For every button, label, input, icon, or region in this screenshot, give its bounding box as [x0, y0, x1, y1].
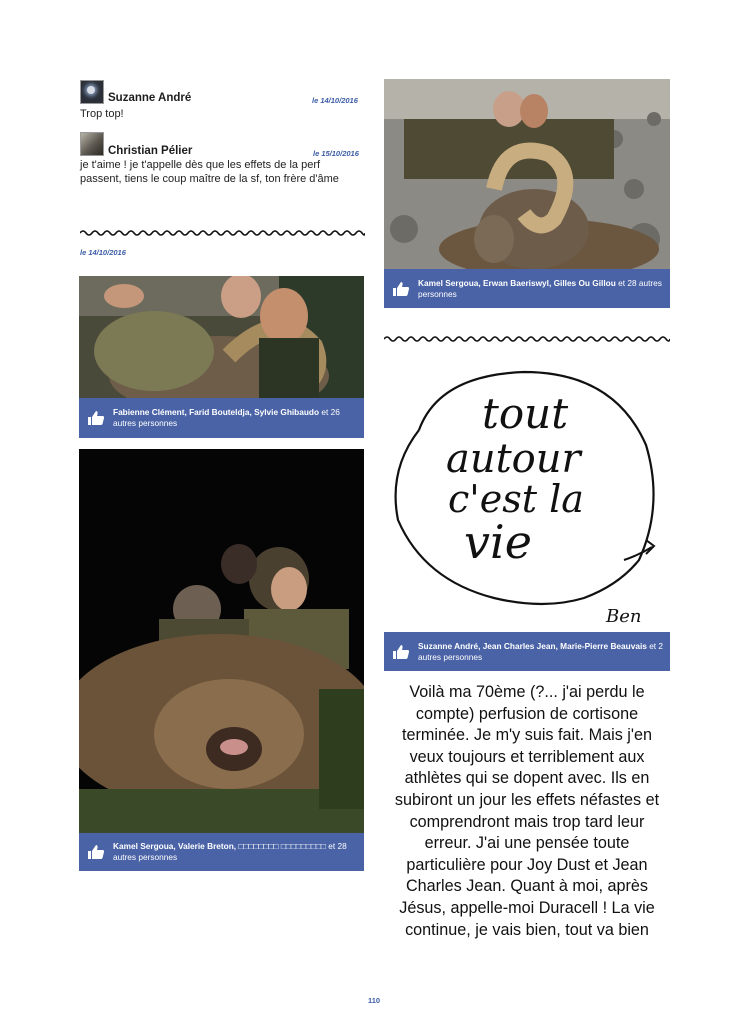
thumbs-up-icon[interactable]	[392, 281, 410, 297]
drawing-line-2: autour	[446, 436, 581, 482]
divider-wave	[80, 229, 365, 237]
likes-count[interactable]: et 28 autres personnes	[418, 277, 662, 299]
drawing-line-1: tout	[482, 389, 569, 438]
divider-wave	[384, 335, 670, 343]
liker-names[interactable]: Suzanne André, Jean Charles Jean, Marie-Pierre Beauvais	[418, 640, 647, 651]
bear-photo-image	[79, 449, 364, 833]
liker-names[interactable]: Kamel Sergoua, Erwan Baeriswyl, Gilles Ou Gillou	[418, 277, 616, 288]
drawing-line-4: vie	[464, 515, 532, 569]
likes-count[interactable]: et 2 autres personnes	[418, 640, 664, 662]
likes-count[interactable]: et 28 autres personnes	[113, 841, 347, 862]
likes-text	[113, 407, 358, 429]
thumbs-up-icon[interactable]	[392, 644, 410, 660]
page-number: 110	[367, 996, 381, 1005]
likes-count[interactable]: et 26 autres personnes	[113, 407, 340, 428]
handwritten-drawing	[384, 360, 670, 632]
likes-text	[418, 278, 664, 300]
ram-photo-image	[384, 79, 670, 269]
likes-bar[interactable]	[79, 398, 364, 438]
comment-text: Trop top!	[80, 108, 124, 120]
avatar[interactable]	[80, 80, 104, 104]
avatar[interactable]	[80, 132, 104, 156]
post-photo[interactable]	[79, 449, 364, 833]
comment-date: le 14/10/2016	[312, 96, 358, 105]
hunt-photo-image	[79, 276, 364, 398]
likes-bar[interactable]	[384, 269, 670, 308]
likes-text	[418, 641, 664, 663]
likes-text	[113, 841, 358, 863]
liker-names[interactable]: Fabienne Clément, Farid Bouteldja, Sylvie Ghibaudo	[113, 407, 320, 417]
thumbs-up-icon[interactable]	[87, 844, 105, 860]
comment-date: le 15/10/2016	[313, 149, 359, 158]
thumbs-up-icon[interactable]	[87, 410, 105, 426]
post-drawing[interactable]	[384, 360, 670, 632]
drawing-signature: Ben	[606, 606, 642, 627]
post-date: le 14/10/2016	[80, 248, 126, 257]
liker-names[interactable]: Kamel Sergoua, Valerie Breton, □□□□□□□□ □□□□□□□□□	[113, 841, 326, 851]
post-photo[interactable]	[384, 79, 670, 269]
post-text: Voilà ma 70ème (?... j'ai perdu le compte) perfusion de cortisone terminée. Je m'y suis fait. Mais j'en veux toujours et terriblement aux athlètes qui se dopent avec. Ils en subiront un jour les effets néfastes et comprendront mais trop tard leur erreur. J'ai une pensée toute particulière pour Joy Dust et Jean Charles Jean. Quant à moi, après Jésus, appelle-moi Duracell ! La vie continue, je vais bien, tout va bien	[394, 683, 660, 939]
comment-author[interactable]: Christian Pélier	[108, 145, 193, 157]
post-photo[interactable]	[79, 276, 364, 398]
comment-author[interactable]: Suzanne André	[108, 92, 192, 104]
likes-bar[interactable]	[79, 833, 364, 871]
likes-bar[interactable]	[384, 632, 670, 671]
comment-text: je t'aime ! je t'appelle dès que les effets de la perf passent, tiens le coup maître de la sf, ton frère d'âme	[80, 159, 339, 185]
drawing-line-3: c'est la	[448, 477, 584, 521]
